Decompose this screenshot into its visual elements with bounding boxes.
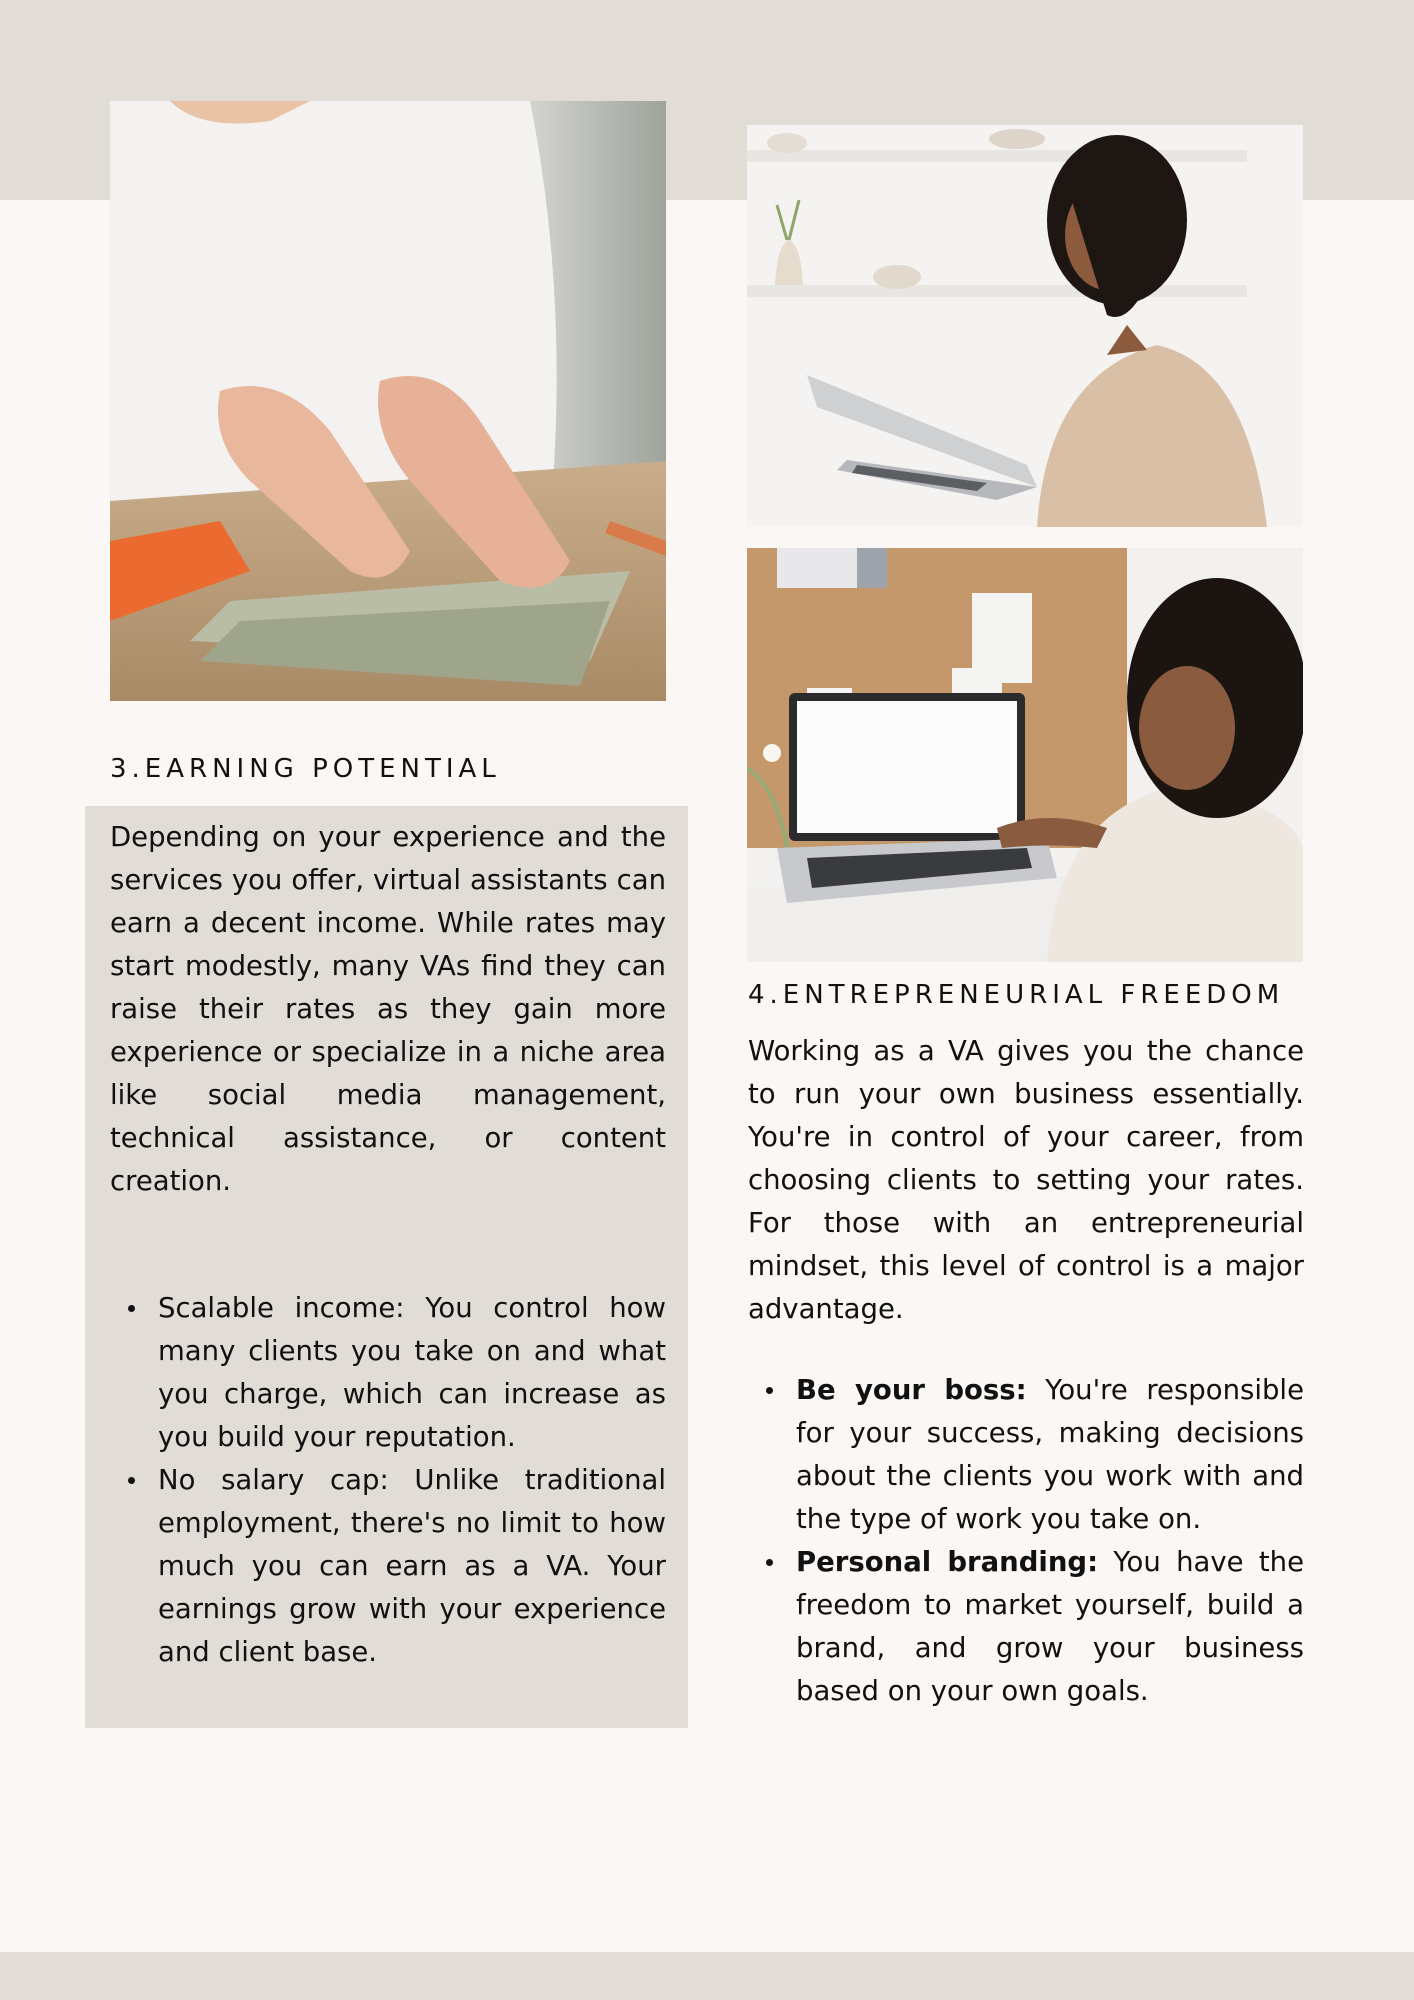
photo-woman-with-laptop	[747, 125, 1303, 527]
bullet-bold-lead: Be your boss:	[796, 1374, 1027, 1406]
bullet-text: You're responsible for your success, making decisions about the clients you work with and the type of work you take on.	[796, 1374, 1304, 1535]
freedom-bullet-list	[748, 1369, 1304, 1713]
earning-bullet-list	[110, 1287, 666, 1674]
list-item	[748, 1369, 1304, 1541]
bullet-text: You have the freedom to market yourself, build a brand, and grow your business based on your own goals.	[796, 1546, 1304, 1707]
earning-paragraph: Depending on your experience and the services you offer, virtual assistants can earn a decent income. While rates may start modestly, many VAs find they can raise their rates as they gain more experience or specialize in a niche area like social media management, technical assistance, or content creation.	[110, 821, 666, 1197]
bullet-text: Scalable income: You control how many clients you take on and what you charge, which can increase as you build your reputation.	[158, 1292, 666, 1453]
list-item	[748, 1541, 1304, 1713]
bullet-text: No salary cap: Unlike traditional employment, there's no limit to how much you can earn as a VA. Your earnings grow with your experience and client base.	[158, 1464, 666, 1668]
freedom-paragraph: Working as a VA gives you the chance to run your own business essentially. You're in control of your career, from choosing clients to setting your rates. For those with an entrepreneurial mindset, this level of control is a major advantage.	[748, 1035, 1304, 1325]
photo-woman-at-desk	[747, 548, 1303, 962]
bottom-band	[0, 1952, 1414, 2000]
bullet-bold-lead: Personal branding:	[796, 1546, 1099, 1578]
list-item	[110, 1459, 666, 1674]
section-heading-earning-potential: 3.EARNING POTENTIAL	[110, 754, 501, 784]
photo-hands-on-cash	[110, 101, 666, 701]
list-item	[110, 1287, 666, 1459]
section-heading-entrepreneurial-freedom: 4.ENTREPRENEURIAL FREEDOM	[748, 980, 1285, 1010]
